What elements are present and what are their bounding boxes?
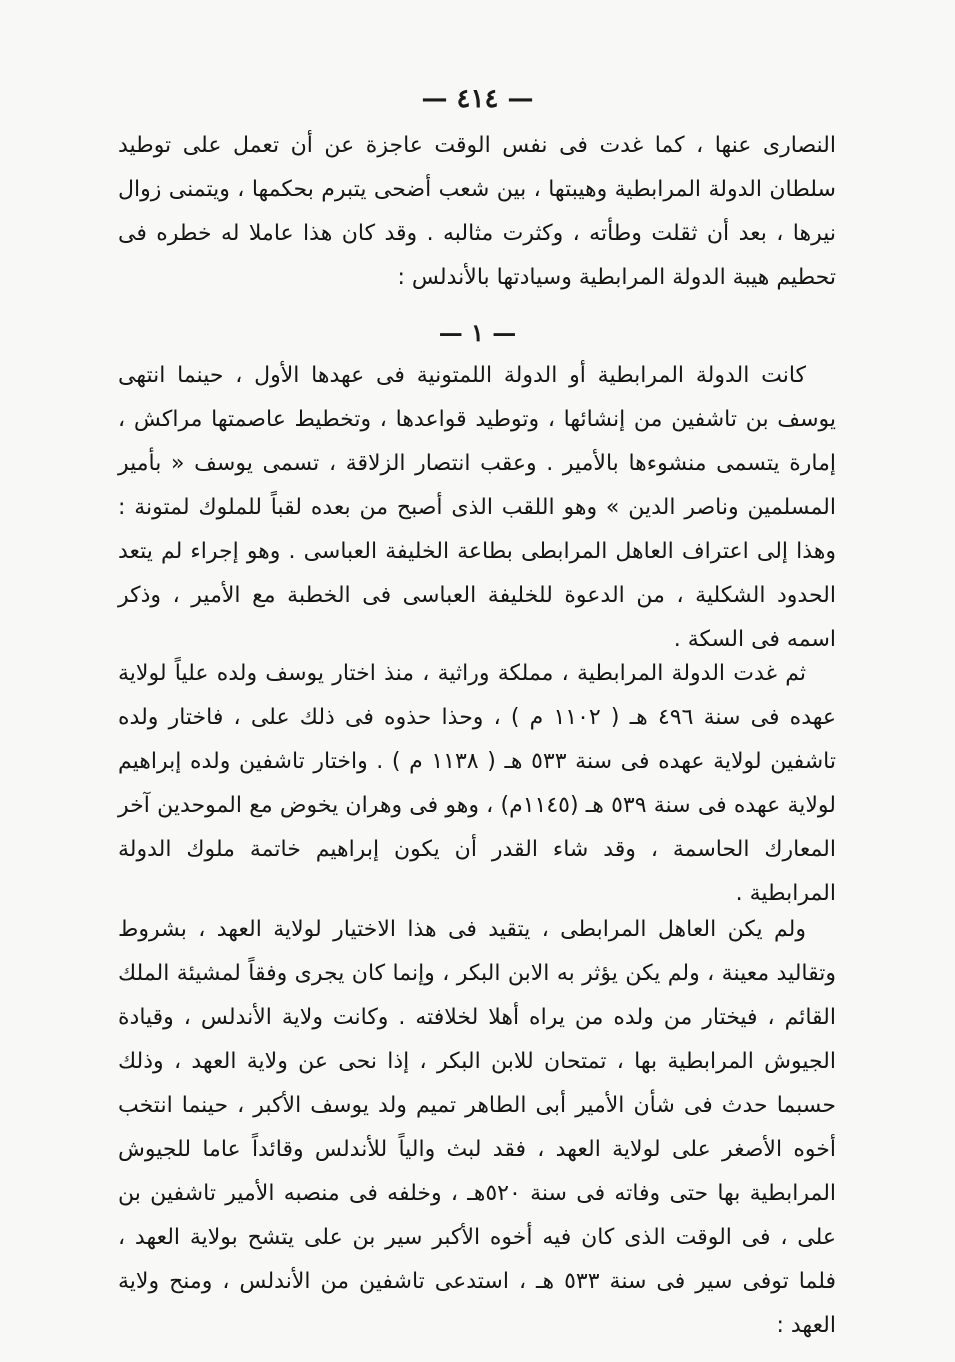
section-marker: — ١ — [438,318,517,347]
intro-paragraph-block [118,124,836,300]
paragraph-3: ولم يكن العاهل المرابطى ، يتقيد فى هذا الاختيار لولاية العهد ، بشروط وتقاليد معينة ، ولم يكن يؤثر به الابن البكر ، وإنما كان يجرى وفقاً لمشيئة الملك القائم ، فيختار من ولده من يراه أهلا لخلافته . وكانت ولاية الأندلس ، وقيادة الجيوش المرابطية بها ، تمتحان للابن البكر ، إذا نحى عن ولاية العهد ، وذلك حسبما حدث فى شأن الأمير أبى الطاهر تميم ولد يوسف الأكبر ، حينما انتخب أخوه الأصغر على لولاية العهد ، فقد لبث والياً للأندلس وقائداً عاما للجيوش المرابطية بها حتى وفاته فى سنة ٥٢٠هـ ، وخلفه فى منصبه الأمير تاشفين بن على ، فى الوقت الذى كان فيه أخوه الأكبر سير بن على يتشح بولاية العهد ، فلما توفى سير فى سنة ٥٣٣ هـ ، استدعى تاشفين من الأندلس ، ومنح ولاية العهد : [118,917,837,1338]
intro-paragraph: النصارى عنها ، كما غدت فى نفس الوقت عاجزة عن أن تعمل على توطيد سلطان الدولة المرابطية وهيبتها ، بين شعب أضحى يتبرم بحكمها ، ويتمنى زوال نيرها ، بعد أن ثقلت وطأته ، وكثرت مثالبه . وقد كان هذا عاملا له خطره فى تحطيم هيبة الدولة المرابطية وسيادتها بالأندلس : [118,133,836,290]
paragraph-block-3 [118,908,836,1348]
paragraph-block-1 [118,354,836,662]
paragraph-2: ثم غدت الدولة المرابطية ، مملكة وراثية ، منذ اختار يوسف ولده علياً لولاية عهده فى سنة ٤٩٦ هـ ( ١١٠٢ م ) ، وحذا حذوه فى ذلك على ، فاختار ولده تاشفين لولاية عهده فى سنة ٥٣٣ هـ ( ١١٣٨ م ) . واختار تاشفين ولده إبراهيم لولاية عهده فى سنة ٥٣٩ هـ (١١٤٥م) ، وهو فى وهران يخوض مع الموحدين آخر المعارك الحاسمة ، وقد شاء القدر أن يكون إبراهيم خاتمة ملوك الدولة المرابطية . [118,661,837,906]
page-number: — ٤١٤ — [421,84,534,114]
paragraph-block-2 [118,652,836,916]
paragraph-1: كانت الدولة المرابطية أو الدولة اللمتونية فى عهدها الأول ، حينما انتهى يوسف بن تاشفين من إنشائها ، وتوطيد قواعدها ، وتخطيط عاصمتها مراكش ، إمارة يتسمى منشوءها بالأمير . وعقب انتصار الزلاقة ، تسمى يوسف « بأمير المسلمين وناصر الدين » وهو اللقب الذى أصبح من بعده لقباً للملوك لمتونة : وهذا إلى اعتراف العاهل المرابطى بطاعة الخليفة العباسى . وهو إجراء لم يتعد الحدود الشكلية ، من الدعوة للخليفة العباسى فى الخطبة مع الأمير ، وذكر اسمه فى السكة . [118,363,836,652]
